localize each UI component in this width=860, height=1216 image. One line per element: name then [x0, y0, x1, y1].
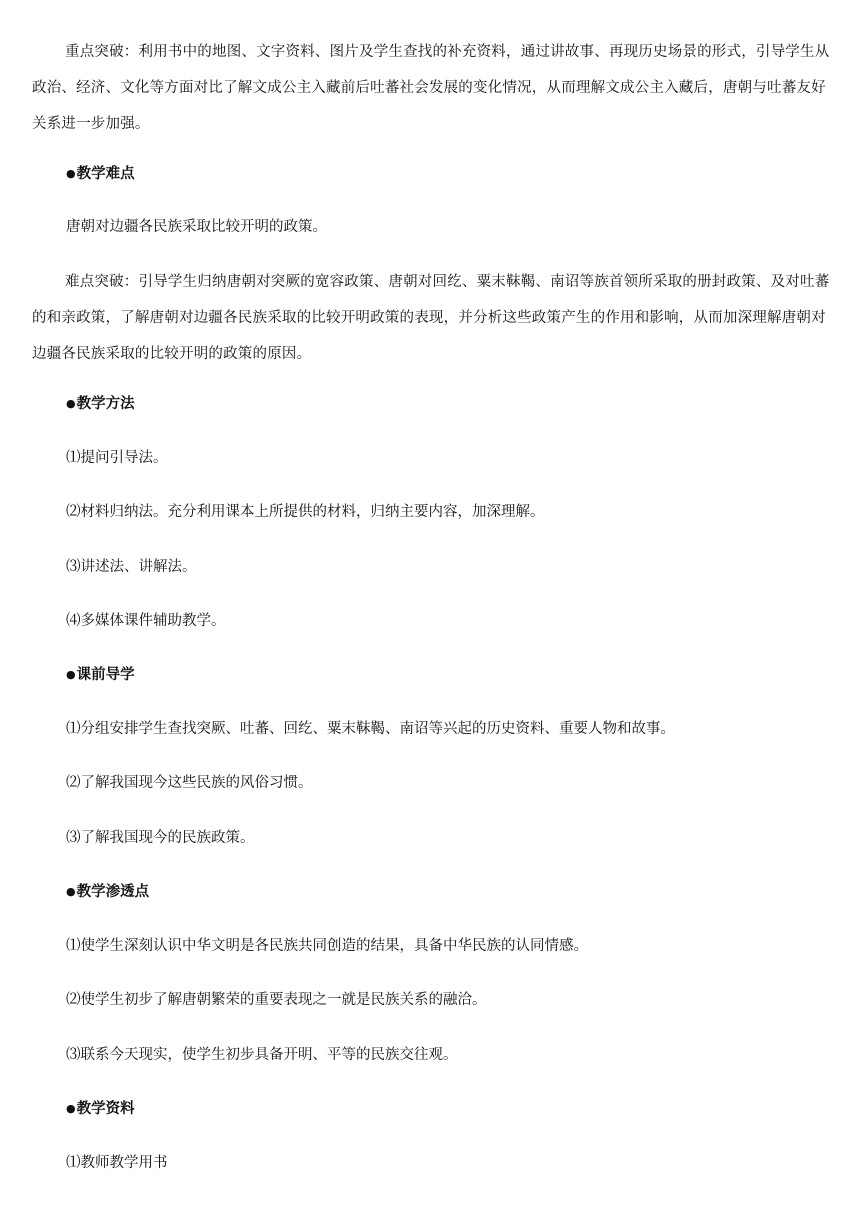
list-item: ⑵材料归纳法。充分利用课本上所提供的材料，归纳主要内容，加深理解。	[66, 504, 545, 520]
bullet-icon: ●	[66, 397, 76, 410]
heading-text: 课前导学	[76, 667, 135, 683]
list-item: ⑶讲述法、讲解法。	[66, 559, 197, 575]
heading-text: 教学难点	[76, 166, 135, 182]
bullet-icon: ●	[66, 885, 76, 898]
bullet-icon: ●	[66, 167, 76, 180]
difficulty-point: 唐朝对边疆各民族采取比较开明的政策。	[66, 219, 327, 235]
key-point-breakthrough-paragraph: 重点突破：利用书中的地图、文字资料、图片及学生查找的补充资料，通过讲故事、再现历史场景的形式，引导学生从政治、经济、文化等方面对比了解文成公主入藏前后吐蕃社会发展的变化情况，从而理解文成公主入藏后，唐朝与吐蕃友好关系进一步加强。	[32, 44, 830, 132]
list-item: ⑵了解我国现今这些民族的风俗习惯。	[66, 775, 313, 791]
bullet-icon: ●	[66, 668, 76, 681]
list-item: ⑶联系今天现实，使学生初步具备开明、平等的民族交往观。	[66, 1047, 458, 1063]
section-heading-penetration	[66, 882, 149, 902]
heading-text: 教学资料	[76, 1101, 135, 1117]
list-item: ⑴教师教学用书	[66, 1155, 168, 1171]
section-heading-methods	[66, 394, 135, 414]
list-item: ⑵使学生初步了解唐朝繁荣的重要表现之一就是民族关系的融洽。	[66, 992, 487, 1008]
list-item: ⑷多媒体课件辅助教学。	[66, 613, 226, 629]
heading-text: 教学渗透点	[76, 884, 150, 900]
list-item: ⑴使学生深刻认识中华文明是各民族共同创造的结果，具备中华民族的认同情感。	[66, 938, 588, 954]
section-heading-difficulty	[66, 164, 135, 184]
heading-text: 教学方法	[76, 396, 135, 412]
list-item: ⑴分组安排学生查找突厥、吐蕃、回纥、粟末靺鞨、南诏等兴起的历史资料、重要人物和故事。	[66, 721, 675, 737]
section-heading-materials	[66, 1099, 135, 1119]
difficulty-breakthrough-paragraph: 难点突破：引导学生归纳唐朝对突厥的宽容政策、唐朝对回纥、粟末靺鞨、南诏等族首领所采取的册封政策、及对吐蕃的和亲政策，了解唐朝对边疆各民族采取的比较开明政策的表现，并分析这些政策产生的作用和影响，从而加深理解唐朝对边疆各民族采取的比较开明的政策的原因。	[32, 274, 830, 362]
list-item: ⑶了解我国现今的民族政策。	[66, 830, 255, 846]
section-heading-preview	[66, 665, 135, 685]
list-item: ⑴提问引导法。	[66, 450, 168, 466]
bullet-icon: ●	[66, 1102, 76, 1115]
